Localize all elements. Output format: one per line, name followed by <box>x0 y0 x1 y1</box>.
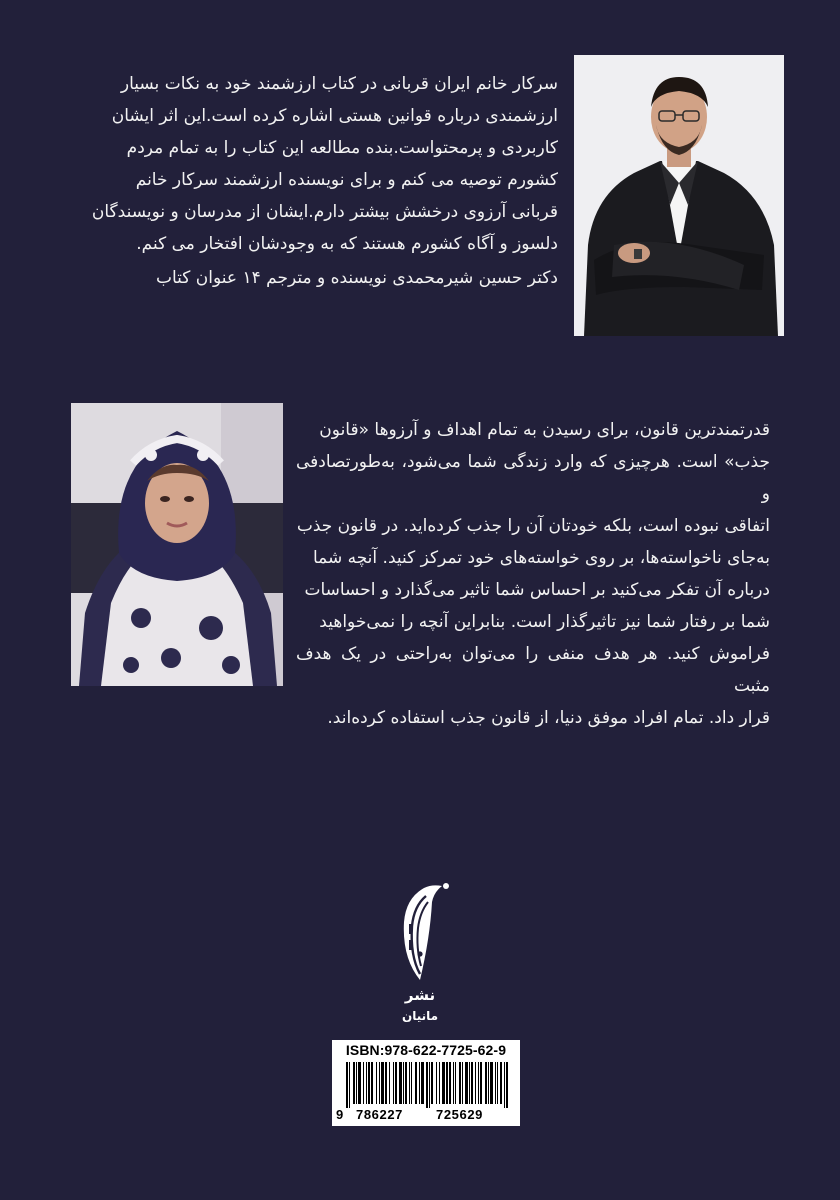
barcode-bar <box>389 1062 390 1104</box>
publisher-name-line2: مانیان <box>401 1009 439 1023</box>
barcode-bar <box>411 1062 412 1104</box>
barcode-bar <box>366 1062 367 1104</box>
description-line: شما بر رفتار شما نیز تاثیرگذار است. بنابراین آنچه را نمی‌خواهید <box>319 612 770 632</box>
barcode-bar <box>403 1062 404 1104</box>
barcode-bar <box>465 1062 468 1104</box>
barcode-bar <box>358 1062 361 1104</box>
publisher-logo <box>384 878 456 1028</box>
barcode-bar <box>495 1062 496 1104</box>
barcode-bar <box>506 1062 508 1108</box>
barcode-bar <box>485 1062 487 1104</box>
barcode-bar <box>371 1062 373 1104</box>
barcode-bar <box>363 1062 364 1104</box>
book-description <box>296 414 770 734</box>
barcode-digits-left: 786227 <box>356 1107 403 1122</box>
barcode-bar <box>426 1062 428 1108</box>
endorsement-line: کاربردی و پرمحتواست.بنده مطالعه این کتاب را به تمام مردم <box>126 138 558 158</box>
description-line: قرار داد. تمام افراد موفق دنیا، از قانون جذب استفاده کرده‌اند. <box>327 708 770 728</box>
barcode-bar <box>419 1062 420 1104</box>
barcode-bar <box>453 1062 454 1104</box>
barcode-bar <box>436 1062 437 1104</box>
barcode-bar <box>497 1062 498 1104</box>
barcode-digit-lead: 9 <box>336 1107 344 1122</box>
barcode-bar <box>405 1062 407 1104</box>
description-line: درباره آن تفکر می‌کنید بر احساس شما تاثیر می‌گذارد و احساسات <box>304 580 770 600</box>
barcode-digits-right: 725629 <box>436 1107 483 1122</box>
barcode-bars <box>332 1060 520 1110</box>
barcode-bar <box>459 1062 461 1104</box>
publisher-name-line1: نشر <box>404 986 436 1004</box>
barcode-bar <box>385 1062 387 1104</box>
barcode-bar <box>376 1062 377 1104</box>
barcode-bar <box>504 1062 505 1108</box>
barcode-bar <box>478 1062 479 1104</box>
endorsement-line: کشورم توصیه می کنم و برای نویسنده ارزشمند سرکار خانم <box>135 170 558 190</box>
barcode-bar <box>415 1062 417 1104</box>
barcode-bar <box>488 1062 489 1104</box>
barcode-bar <box>409 1062 410 1104</box>
barcode-bar <box>446 1062 448 1104</box>
barcode-bar <box>480 1062 482 1104</box>
author-photo <box>71 403 283 686</box>
barcode-bar <box>449 1062 451 1104</box>
barcode-bar <box>439 1062 440 1104</box>
barcode-bar <box>462 1062 463 1104</box>
barcode-bar <box>469 1062 470 1104</box>
barcode-bar <box>379 1062 380 1104</box>
isbn-label: ISBN:978-622-7725-62-9 <box>345 1042 507 1058</box>
endorsement-text <box>70 68 558 294</box>
description-line: جذب» است. هرچیزی که وارد زندگی شما می‌شود، به‌طورتصادفی و <box>296 452 770 504</box>
barcode-bar <box>490 1062 493 1104</box>
quill-logo-icon <box>384 878 456 1028</box>
barcode-bar <box>431 1062 433 1104</box>
description-line: به‌جای ناخواسته‌ها، بر روی خواسته‌های خود تمرکز کنید. آنچه شما <box>312 548 770 568</box>
barcode-bar <box>442 1062 445 1104</box>
barcode-bar <box>393 1062 394 1104</box>
description-line: قدرتمندترین قانون، برای رسیدن به تمام اهداف و آرزوها «قانون <box>319 420 770 440</box>
isbn-barcode <box>332 1040 520 1126</box>
barcode-bar <box>356 1062 357 1104</box>
endorsement-line: سرکار خانم ایران قربانی در کتاب ارزشمند خود به نکات بسیار <box>120 74 558 94</box>
barcode-bar <box>421 1062 424 1104</box>
endorsement-line: ارزشمندی درباره قوانین هستی اشاره کرده است.این اثر ایشان <box>111 106 558 126</box>
barcode-bar <box>346 1062 348 1108</box>
endorser-photo <box>574 55 784 336</box>
barcode-bar <box>475 1062 476 1104</box>
barcode-bar <box>500 1062 502 1104</box>
barcode-bar <box>381 1062 384 1104</box>
endorsement-signature: دکتر حسین شیرمحمدی نویسنده و مترجم ۱۴ عنوان کتاب <box>155 268 558 288</box>
barcode-bar <box>349 1062 350 1108</box>
endorsement-line: قربانی آرزوی درخشش بیشتر دارم.ایشان از مدرسان و نویسندگان <box>91 202 558 222</box>
barcode-bar <box>429 1062 430 1108</box>
endorsement-line: دلسوز و آگاه کشورم هستند که به وجودشان افتخار می کنم. <box>136 234 558 254</box>
barcode-bar <box>353 1062 355 1104</box>
barcode-bar <box>471 1062 473 1104</box>
barcode-bar <box>455 1062 456 1104</box>
description-line: اتفاقی نبوده است، بلکه خودتان آن را جذب کرده‌اید. در قانون جذب <box>296 516 770 536</box>
barcode-bar <box>368 1062 370 1104</box>
description-line: فراموش کنید. هر هدف منفی را می‌توان به‌راحتی در یک هدف مثبت <box>296 644 770 696</box>
barcode-bar <box>395 1062 397 1104</box>
barcode-bar <box>399 1062 402 1104</box>
